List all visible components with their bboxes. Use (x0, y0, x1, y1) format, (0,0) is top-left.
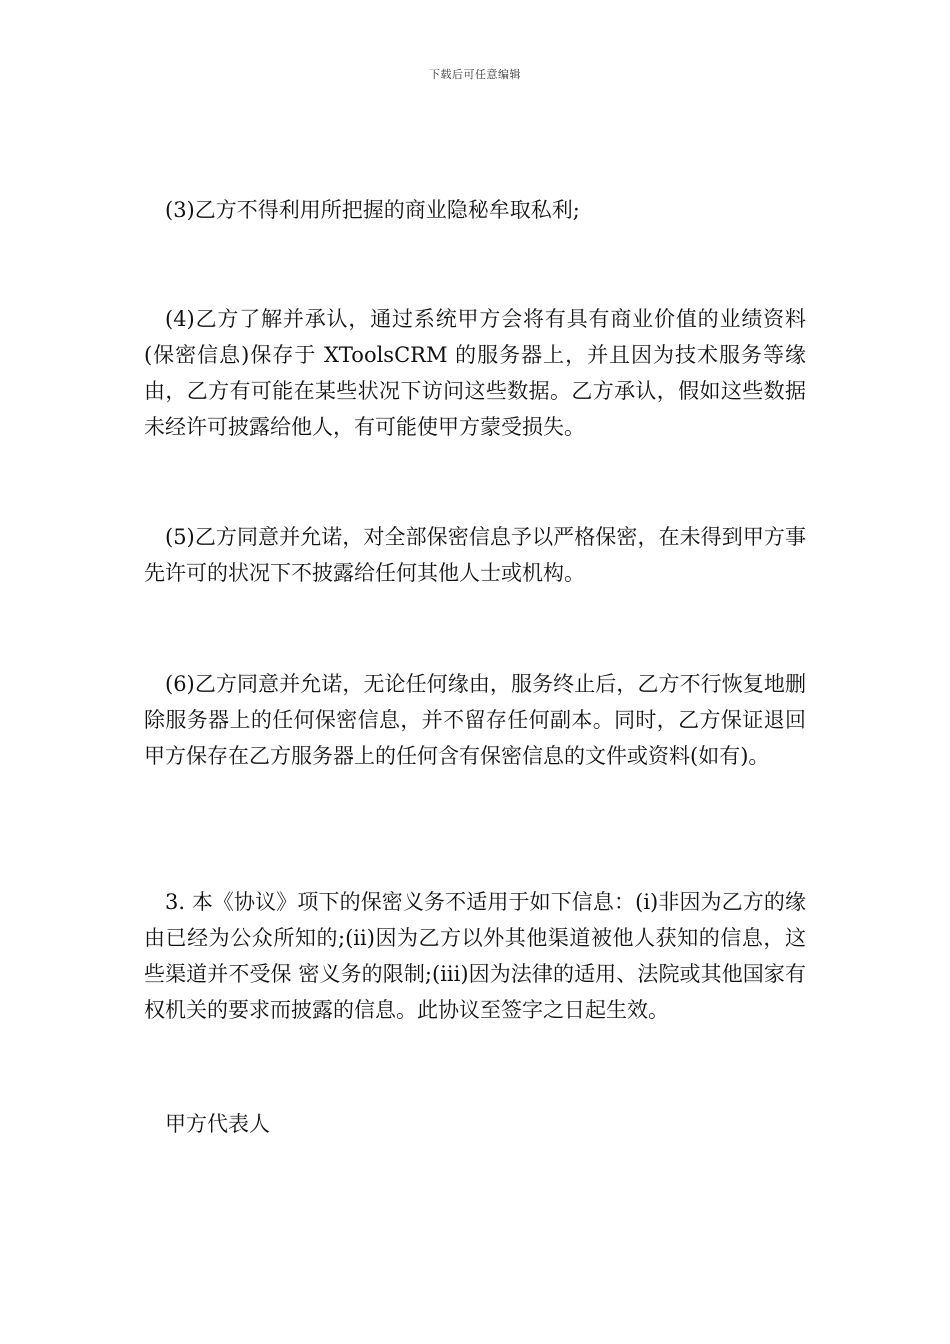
header-note: 下载后可任意编辑 (429, 68, 521, 81)
party-a-representative-label: 甲方代表人 (165, 1112, 270, 1136)
clause-6: (6)乙方同意并允诺，无论任何缘由，服务终止后，乙方不行恢复地删除服务器上的任何保密信息，并不留存任何副本。同时，乙方保证退回甲方保存在乙方服务器上的任何含有保密信息的文件或资料(如有)。 (144, 672, 806, 768)
clause-5: (5)乙方同意并允诺，对全部保密信息予以严格保密，在未得到甲方事先许可的状况下不披露给任何其他人士或机构。 (144, 525, 806, 585)
section-3-exclusions: 3. 本《协议》项下的保密义务不适用于如下信息：(i)非因为乙方的缘由已经为公众所知的;(ii)因为乙方以外其他渠道被他人获知的信息，这些渠道并不受保 密义务的限制;(iii)因为法律的适用、法院或其他国家有权机关的要求而披露的信息。此协议至签字之日起生效。 (144, 890, 806, 1022)
clause-3: (3)乙方不得利用所把握的商业隐秘牟取私利; (165, 198, 580, 222)
clause-4: (4)乙方了解并承认，通过系统甲方会将有具有商业价值的业绩资料(保密信息)保存于 XToolsCRM 的服务器上，并且因为技术服务等缘由，乙方有可能在某些状况下访问这些数据。乙方承认，假如这些数据未经许可披露给他人，有可能使甲方蒙受损失。 (144, 307, 806, 439)
